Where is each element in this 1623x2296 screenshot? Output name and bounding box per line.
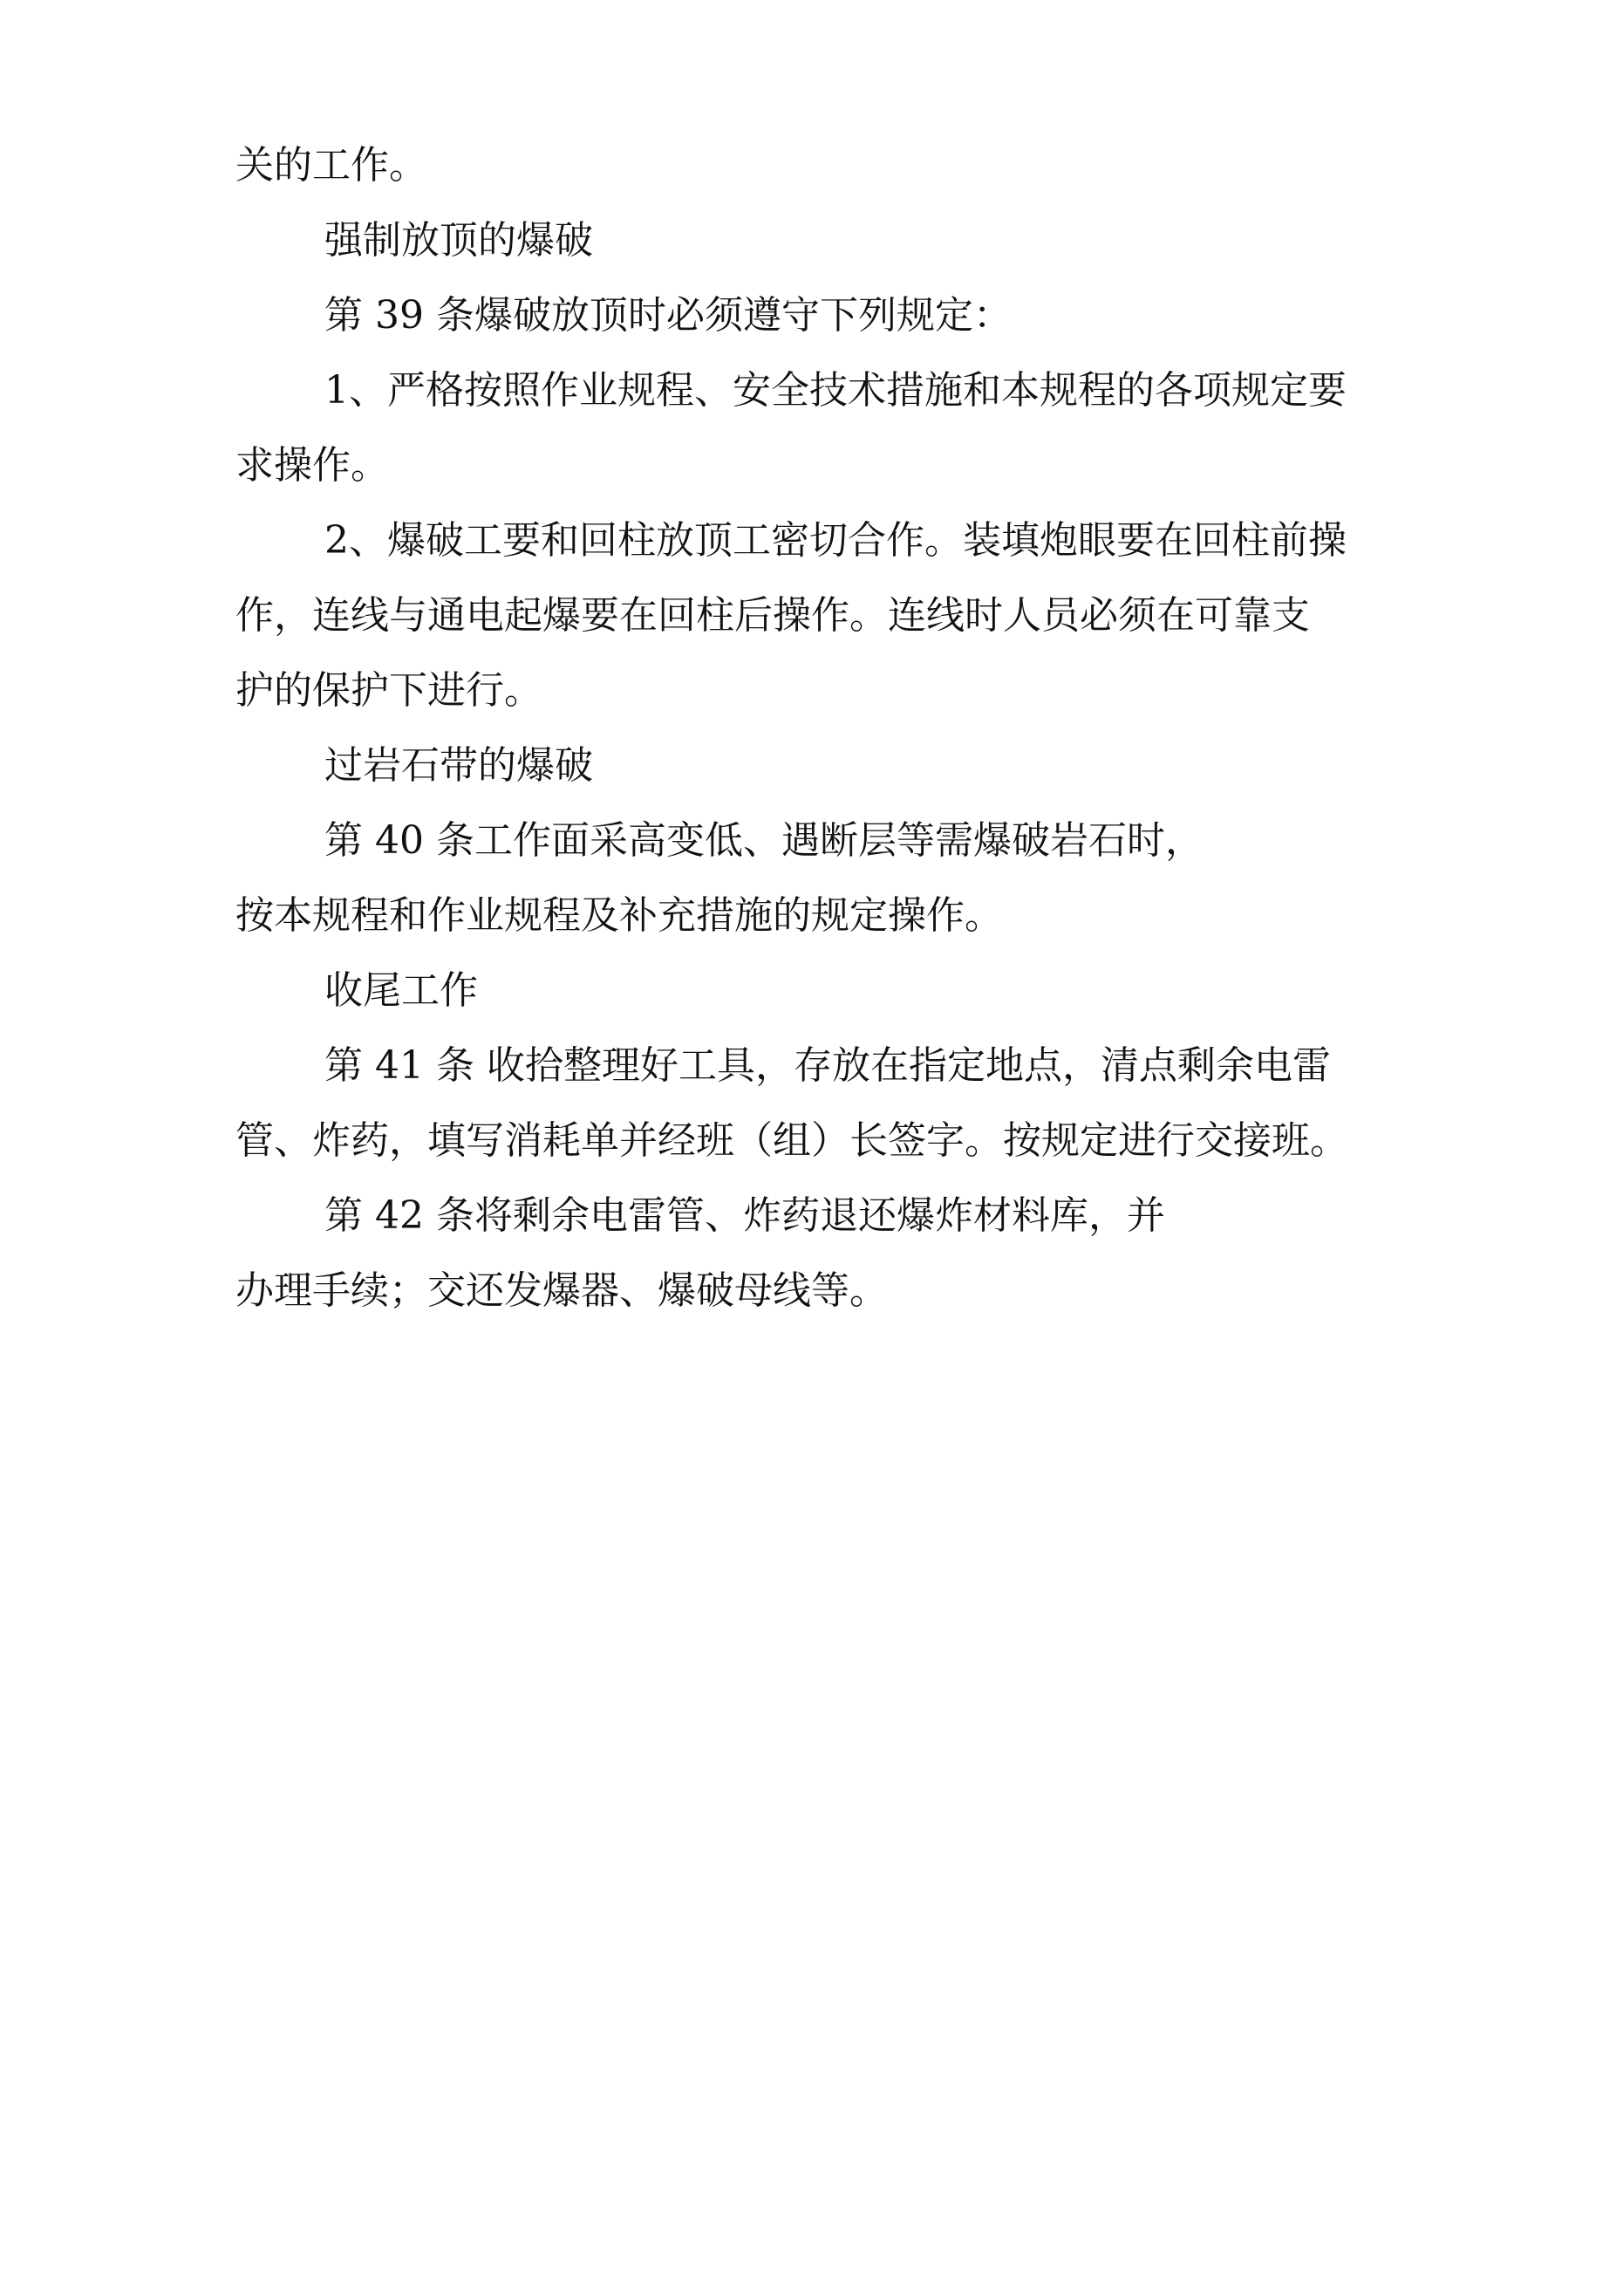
list-item-2: 2、爆破工要和回柱放顶工密切合作。装填炮眼要在回柱前操 <box>324 518 1347 563</box>
text-line: 护的保护下进行。 <box>235 668 542 713</box>
section-heading: 强制放顶的爆破 <box>324 218 593 263</box>
text-line: 按本规程和作业规程及补充措施的规定操作。 <box>235 893 1003 938</box>
text-line: 管、炸药，填写消耗单并经班（组）长签字。按规定进行交接班。 <box>235 1118 1348 1163</box>
article-41: 第 41 条 收拾整理好工具，存放在指定地点，清点剩余电雷 <box>324 1043 1331 1088</box>
text-line: 办理手续；交还发爆器、爆破母线等。 <box>235 1268 888 1313</box>
section-heading: 收尾工作 <box>324 968 478 1013</box>
text-line: 作，连线与通电起爆要在回柱后操作。连线时人员必须在可靠支 <box>235 593 1310 638</box>
article-40: 第 40 条工作面采高变低、遇断层等需爆破岩石时， <box>324 818 1204 863</box>
list-item-1: 1、严格按照作业规程、安全技术措施和本规程的各项规定要 <box>324 368 1347 413</box>
text-line: 求操作。 <box>235 443 389 488</box>
article-42: 第 42 条将剩余电雷管、炸药退还爆炸材料库，并 <box>324 1193 1165 1238</box>
section-heading: 过岩石带的爆破 <box>324 743 593 788</box>
text-line: 关的工作。 <box>235 143 427 188</box>
article-39: 第 39 条爆破放顶时必须遵守下列规定： <box>324 293 1012 338</box>
